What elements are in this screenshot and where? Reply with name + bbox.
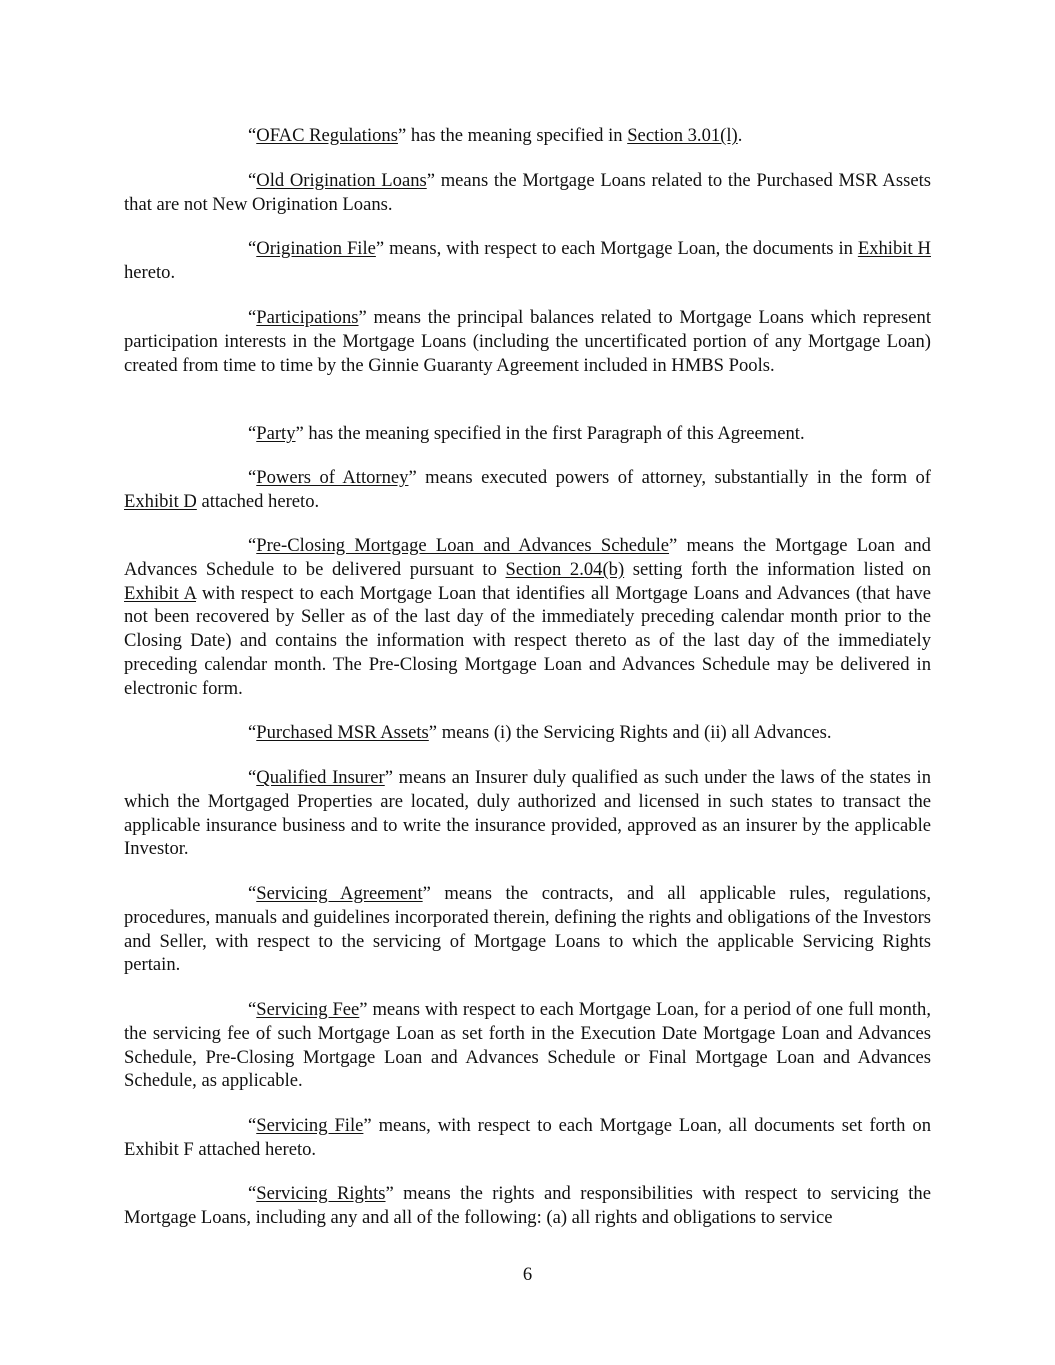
defined-term: OFAC Regulations — [256, 125, 398, 146]
text-segment: “ — [248, 467, 257, 488]
text-segment: “ — [248, 170, 257, 191]
text-segment: “ — [248, 535, 257, 556]
definition-ofac-regulations — [124, 124, 931, 148]
definition-participations — [124, 306, 931, 377]
cross-reference: Exhibit A — [124, 582, 197, 604]
text-segment: “ — [248, 722, 257, 743]
definition-qualified-insurer — [124, 766, 931, 861]
text-segment: . — [737, 125, 743, 146]
defined-term: Servicing Agreement — [256, 883, 423, 904]
text-segment: ” means with respect to each Mortgage Loan, for a period of one full month, the servicing fee of such Mortgage Loan as set forth in the Execution Date Mortgage Loan and Advances Schedule, Pre-Closing Mortgage Loan and Advances Schedule or Final Mortgage Loan and Advances Schedule, as applicable. — [124, 999, 931, 1092]
cross-reference: Exhibit H — [857, 238, 931, 259]
definition-servicing-fee — [124, 998, 931, 1093]
text-segment: ” means an Insurer duly qualified as such under the laws of the states in which the Mortgaged Properties are located, duly authorized and licensed in such states to transact the applicable insurance business and to write the insurance provided, approved as an insurer by the applicable Investor. — [124, 767, 931, 860]
text-segment: “ — [248, 1115, 257, 1136]
defined-term: Party — [256, 423, 296, 444]
text-segment: ” means the principal balances related to Mortgage Loans which represent participation interests in the Mortgage Loans (including the uncertificated portion of any Mortgage Loan) created from time to time by the Ginnie Guaranty Agreement included in HMBS Pools. — [124, 307, 931, 376]
text-segment: setting forth the information listed on — [624, 558, 932, 580]
text-segment: “ — [248, 1183, 257, 1204]
cross-reference: Section 3.01(l) — [627, 125, 738, 146]
text-segment: with respect to each Mortgage Loan that identifies all Mortgage Loans and Advances (that have not been recovered by Seller as of the last day of the immediately preceding calendar month prior to the Closing Date) and contains the information with respect thereto as of the last day of the immediately preceding calendar month. The Pre-Closing Mortgage Loan and Advances Schedule may be delivered in electronic form. — [124, 582, 931, 699]
text-segment: “ — [248, 767, 257, 788]
text-segment: hereto. — [124, 261, 176, 283]
defined-term: Servicing File — [256, 1115, 364, 1136]
definition-party — [124, 422, 931, 446]
text-segment: “ — [248, 238, 257, 259]
definition-servicing-agreement — [124, 882, 931, 977]
defined-term: Old Origination Loans — [256, 170, 427, 191]
text-segment: “ — [248, 883, 257, 904]
cross-reference: Exhibit D — [124, 490, 197, 512]
definition-old-origination-loans — [124, 169, 931, 217]
defined-term: Origination File — [256, 238, 376, 259]
definition-purchased-msr-assets — [124, 721, 931, 745]
text-segment: “ — [248, 423, 257, 444]
text-segment: ” means the contracts, and all applicable rules, regulations, procedures, manuals and guidelines incorporated therein, defining the rights and obligations of the Investors and Seller, with respect to the servicing of Mortgage Loans to which the applicable Servicing Rights pertain. — [124, 883, 932, 976]
text-segment: ” means, with respect to each Mortgage Loan, the documents in — [375, 238, 858, 259]
text-segment: “ — [248, 125, 257, 146]
defined-term: Qualified Insurer — [256, 767, 385, 788]
defined-term: Servicing Fee — [256, 999, 360, 1020]
text-segment: ” has the meaning specified in — [397, 125, 628, 146]
text-segment: attached hereto. — [196, 490, 320, 512]
text-segment: “ — [248, 307, 257, 328]
definition-origination-file — [124, 237, 931, 285]
definition-powers-of-attorney — [124, 466, 931, 514]
defined-term: Servicing Rights — [256, 1183, 386, 1204]
text-segment: ” means the Mortgage Loans related to the Purchased MSR Assets that are not New Origination Loans. — [124, 170, 931, 215]
page-number: 6 — [522, 1264, 533, 1285]
definition-servicing-file — [124, 1114, 931, 1162]
text-segment: ” means executed powers of attorney, substantially in the form of — [408, 467, 931, 488]
definition-pre-closing-schedule — [124, 534, 931, 701]
defined-term: Pre-Closing Mortgage Loan and Advances Schedule — [256, 535, 670, 556]
cross-reference: Section 2.04(b) — [505, 558, 625, 580]
text-segment: ” means the Mortgage Loan and Advances Schedule to be delivered pursuant to — [124, 535, 931, 580]
defined-term: Participations — [256, 307, 359, 328]
defined-term: Powers of Attorney — [256, 467, 409, 488]
text-segment: ” means (i) the Servicing Rights and (ii) all Advances. — [428, 722, 832, 743]
definition-servicing-rights — [124, 1182, 931, 1230]
text-segment: ” has the meaning specified in the first Paragraph of this Agreement. — [295, 423, 805, 444]
defined-term: Purchased MSR Assets — [256, 722, 429, 743]
text-segment: ” means the rights and responsibilities with respect to servicing the Mortgage Loans, including any and all of the following: (a) all rights and obligations to service — [124, 1183, 931, 1228]
text-segment: ” means, with respect to each Mortgage Loan, all documents set forth on Exhibit F attached hereto. — [124, 1115, 931, 1160]
text-segment: “ — [248, 999, 257, 1020]
